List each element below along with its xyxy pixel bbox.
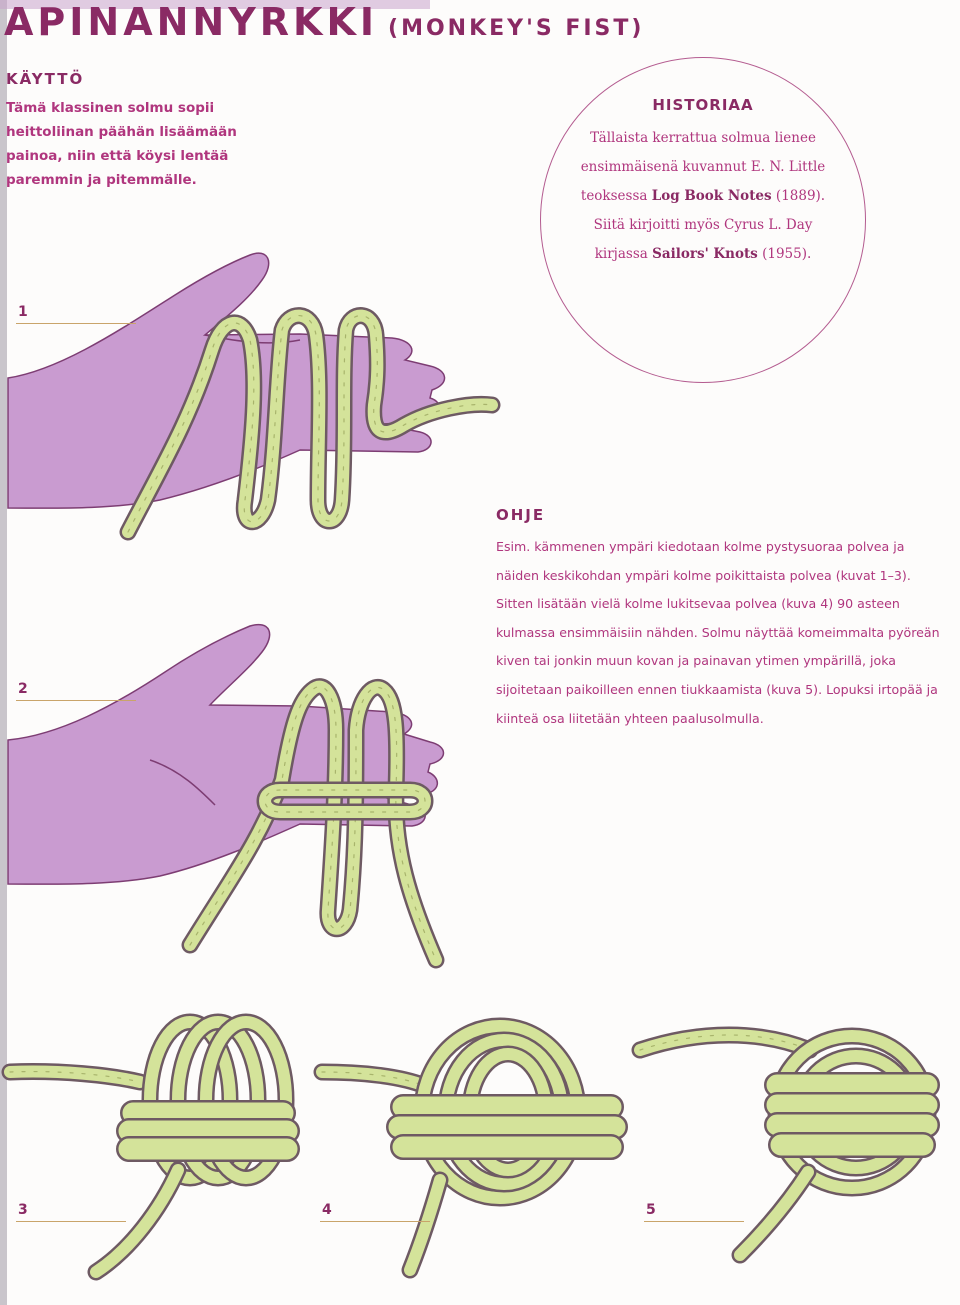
step-5-leader-line xyxy=(644,1221,744,1222)
rope-4 xyxy=(394,1026,620,1270)
history-heading: HISTORIAA xyxy=(652,96,754,114)
usage-heading: KÄYTTÖ xyxy=(6,70,85,88)
step-5-illustration xyxy=(640,1035,932,1255)
step-number-1: 1 xyxy=(18,304,28,320)
usage-text: Tämä klassinen solmu sopii heittoliinan päähän lisäämään painoa, niin että köysi lentää paremmin ja pitemmälle. xyxy=(6,100,237,188)
history-text-2: (1889). Siitä kirjoitti myös Cyrus L. Day kirjassa xyxy=(593,188,826,262)
instructions-heading: OHJE xyxy=(496,506,546,524)
step-number-2: 2 xyxy=(18,681,28,697)
step-3-illustration xyxy=(10,1022,292,1272)
instructions-text: Esim. kämmenen ympäri kiedotaan kolme pystysuoraa polvea ja näiden keskikohdan ympäri kolme poikittaista polvea (kuvat 1–3). Sitten lisätään vielä kolme lukitsevaa polvea (kuva 4) 90 asteen kulmassa ensimmäisiin nähden. Solmu näyttää komeimmalta pyöreän kiven tai jonkin muun kovan ja painavan ytimen ympärillä, joka sijoitetaan paikoilleen ennen tiukkaamista (kuva 5). Lopuksi irtopää ja kiinteä osa liitetään yhteen paalusolmulla. xyxy=(496,539,940,726)
hand-2-icon xyxy=(8,625,444,885)
step-number-5: 5 xyxy=(646,1202,656,1218)
history-book-2: Sailors' Knots xyxy=(652,246,758,262)
rope-5 xyxy=(740,1036,932,1255)
step-1-illustration xyxy=(8,253,492,532)
rope-3 xyxy=(96,1022,292,1272)
history-text-3: (1955). xyxy=(762,246,812,262)
step-3-leader-line xyxy=(16,1221,126,1222)
step-number-4: 4 xyxy=(322,1202,332,1218)
step-number-3: 3 xyxy=(18,1202,28,1218)
title-main: APINANNYRKKI xyxy=(4,0,379,44)
history-book-1: Log Book Notes xyxy=(651,188,772,204)
step-1-leader-line xyxy=(16,323,136,324)
title-subtitle: (MONKEY'S FIST) xyxy=(388,16,645,41)
step-4-leader-line xyxy=(320,1221,430,1222)
step-2-illustration xyxy=(8,625,444,960)
history-text-1: Tällaista kerrattua solmua lienee ensimmäisenä kuvannut E. N. Little teoksessa xyxy=(580,130,826,204)
step-4-illustration xyxy=(322,1026,620,1270)
step-2-leader-line xyxy=(16,700,136,701)
